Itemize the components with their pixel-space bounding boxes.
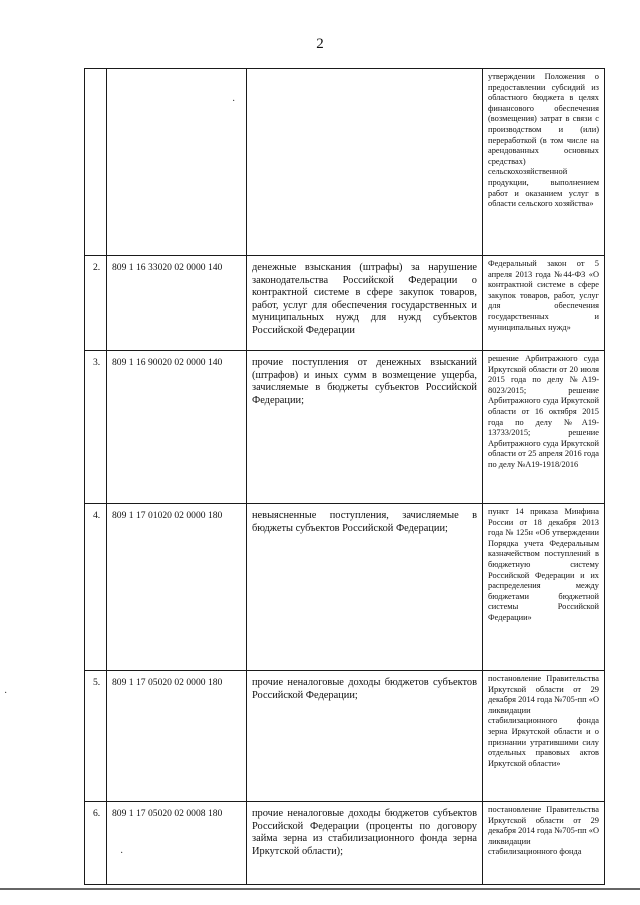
revenue-codes-table: [84, 68, 605, 885]
revenue-description: прочие неналоговые доходы бюджетов субъектов Российской Федерации;: [247, 671, 483, 802]
legal-basis: утверждении Положения о предоставлении субсидий из областного бюджета в целях финансового обеспечения (возмещения) затрат в связи с производством и (или) переработкой (в том числе на арендованных основных средствах) сельскохозяйственной продукции, выполнением работ и оказанием услуг в области сельского хозяйства»: [483, 69, 605, 256]
revenue-code: 809 1 16 33020 02 0000 140: [107, 256, 247, 351]
table-row: [85, 671, 605, 802]
revenue-description: прочие поступления от денежных взысканий (штрафов) и иных сумм в возмещение ущерба, зачисляемые в бюджеты субъектов Российской Федерации;: [247, 351, 483, 504]
row-number: 3.: [85, 351, 107, 504]
revenue-description: невыясненные поступления, зачисляемые в бюджеты субъектов Российской Федерации;: [247, 504, 483, 671]
legal-basis: Федеральный закон от 5 апреля 2013 года №44-ФЗ «О контрактной системе в сфере закупок товаров, работ, услуг для обеспечения государственных и муниципальных нужд»: [483, 256, 605, 351]
table-row: [85, 504, 605, 671]
scan-margin-mark: ·: [4, 688, 8, 699]
legal-basis: постановление Правительства Иркутской области от 29 декабря 2014 года №705-пп «О ликвидации стабилизационного фонда: [483, 802, 605, 885]
scan-speck-mark: ·: [232, 96, 236, 107]
table-row: [85, 69, 605, 256]
page-number: 2: [316, 36, 324, 52]
scan-speck-mark: ·: [120, 848, 124, 859]
revenue-code: 809 1 17 05020 02 0008 180: [107, 802, 247, 885]
revenue-description: [247, 69, 483, 256]
revenue-code: 809 1 16 90020 02 0000 140: [107, 351, 247, 504]
row-number: 6.: [85, 802, 107, 885]
revenue-description: прочие неналоговые доходы бюджетов субъектов Российской Федерации (проценты по договору займа зерна из стабилизационного фонда зерна Иркутской области);: [247, 802, 483, 885]
table-row: [85, 256, 605, 351]
row-number: 4.: [85, 504, 107, 671]
row-number: 5.: [85, 671, 107, 802]
table-row: [85, 351, 605, 504]
row-number: [85, 69, 107, 256]
revenue-code: 809 1 17 05020 02 0000 180: [107, 671, 247, 802]
revenue-description: денежные взыскания (штрафы) за нарушение законодательства Российской Федерации о контрактной системе в сфере закупок товаров, работ, услуг для обеспечения государственных и муниципальных нужд для нужд субъектов Российской Федерации: [247, 256, 483, 351]
scan-bottom-edge: [0, 888, 640, 890]
revenue-code: 809 1 17 01020 02 0000 180: [107, 504, 247, 671]
legal-basis: постановление Правительства Иркутской области от 29 декабря 2014 года №705-пп «О ликвидации стабилизационного фонда зерна Иркутской области и о признании утратившими силу отдельных правовых актов Иркутской области»: [483, 671, 605, 802]
revenue-code: [107, 69, 247, 256]
legal-basis: пункт 14 приказа Минфина России от 18 декабря 2013 года № 125н «Об утверждении Порядка учета Федеральным казначейством поступлений в бюджетную систему Российской Федерации и их распределения между бюджетами бюджетной системы Российской Федерации»: [483, 504, 605, 671]
table-row: [85, 802, 605, 885]
row-number: 2.: [85, 256, 107, 351]
legal-basis: решение Арбитражного суда Иркутской области от 20 июля 2015 года по делу №А19-8023/2015; решение Арбитражного суда Иркутской области от 16 октября 2015 года по делу №А19-13733/2015; решение Арбитражного суда Иркутской области от 25 апреля 2016 года по делу №А19-1918/2016: [483, 351, 605, 504]
